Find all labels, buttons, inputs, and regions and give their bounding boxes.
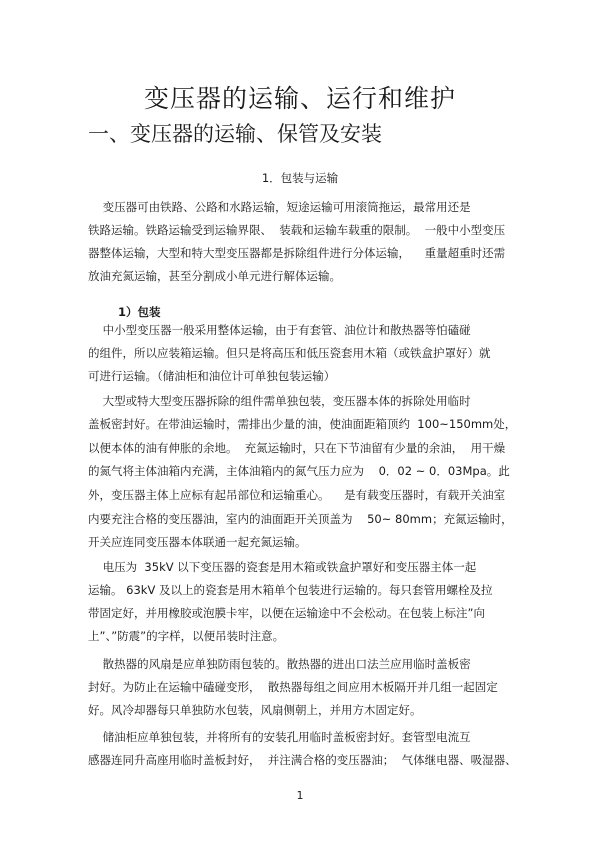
para5-line-2: 封好。为防止在运输中磕碰变形， 散热器每组之间应用木板隔开并几组一起固定 xyxy=(88,680,498,694)
para3-line-2: 盖板密封好。在带油运输时，需排出少量的油，使油面距箱顶约 100~150mm处， xyxy=(88,417,517,431)
para4-line-3: 带固定好，并用橡胶或泡膜卡牢，以便在运输途中不会松动。在包装上标注”向 xyxy=(88,606,485,620)
para2-line-1: 中小型变压器一般采用整体运输，由于有套管、油位计和散热器等怕磕碰 xyxy=(88,323,471,337)
subsection-heading: 1．包装与运输 xyxy=(261,171,339,185)
para4-line-4: 上”、”防震”的字样，以便吊装时注意。 xyxy=(88,629,285,643)
document-title: 变压器的运输、运行和维护 xyxy=(143,84,456,113)
para2-line-2: 的组件，所以应装箱运输。但只是将高压和低压瓷套用木箱（或铁盒护罩好）就 xyxy=(88,346,491,360)
para3-line-4: 的氮气将主体油箱内充满，主体油箱内的氮气压力应为 0．02 ~ 0．03Mpa。此 xyxy=(88,464,510,478)
para1-line-1: 变压器可由铁路、公路和水路运输，短途运输可用滚筒拖运，最常用还是 xyxy=(88,200,471,214)
para4-line-1: 电压为 35kV 以下变压器的瓷套是用木箱或铁盒护罩好和变压器主体一起 xyxy=(88,560,477,574)
packaging-label: 1）包装 xyxy=(118,305,161,319)
para3-line-6: 内要充注合格的变压器油，室内的油面距开关顶盖为 50~ 80mm；充氮运输时， xyxy=(88,512,513,526)
para6-line-1: 储油柜应单独包装，并将所有的安装孔用临时盖板密封好。套管型电流互 xyxy=(88,730,471,744)
para3-line-3: 以便本体的油有伸胀的余地。 充氮运输时，只在下节油留有少量的余油， 用干燥 xyxy=(88,441,506,455)
para4-line-2: 运输。 63kV 及以上的瓷套是用木箱单个包装进行运输的。每只套管用螺栓及拉 xyxy=(88,583,493,597)
para3-line-7: 开关应连同变压器本体联通一起充氮运输。 xyxy=(88,535,307,549)
para5-line-3: 好。风冷却器每只单独防水包装，风扇侧朝上，并用方木固定好。 xyxy=(88,703,422,717)
para3-line-1: 大型或特大型变压器拆除的组件需单独包装，变压器本体的拆除处用临时 xyxy=(88,394,471,408)
para6-line-2: 感器连同升高座用临时盖板封好， 并注满合格的变压器油； 气体继电器、吸湿器、 xyxy=(88,753,517,767)
para5-line-1: 散热器的风扇是应单独防雨包装的。散热器的进出口法兰应用临时盖板密 xyxy=(88,657,471,671)
section-heading: 一、变压器的运输、保管及安装 xyxy=(88,122,382,146)
page-number: 1 xyxy=(296,789,304,802)
para2-line-3: 可进行运输。（储油柜和油位计可单独包装运输） xyxy=(88,369,336,383)
para1-line-3: 器整体运输，大型和特大型变压器都是拆除组件进行分体运输， 重量超重时还需 xyxy=(88,246,506,260)
para1-line-4: 放油充氮运输，甚至分割成小单元进行解体运输。 xyxy=(88,269,341,283)
para1-line-2: 铁路运输。铁路运输受到运输界限、 装载和运输车载重的限制。 一般中小型变压 xyxy=(88,223,506,237)
para3-line-5: 外，变压器主体上应标有起吊部位和运输重心。 是有载变压器时，有载开关油室 xyxy=(88,488,506,502)
